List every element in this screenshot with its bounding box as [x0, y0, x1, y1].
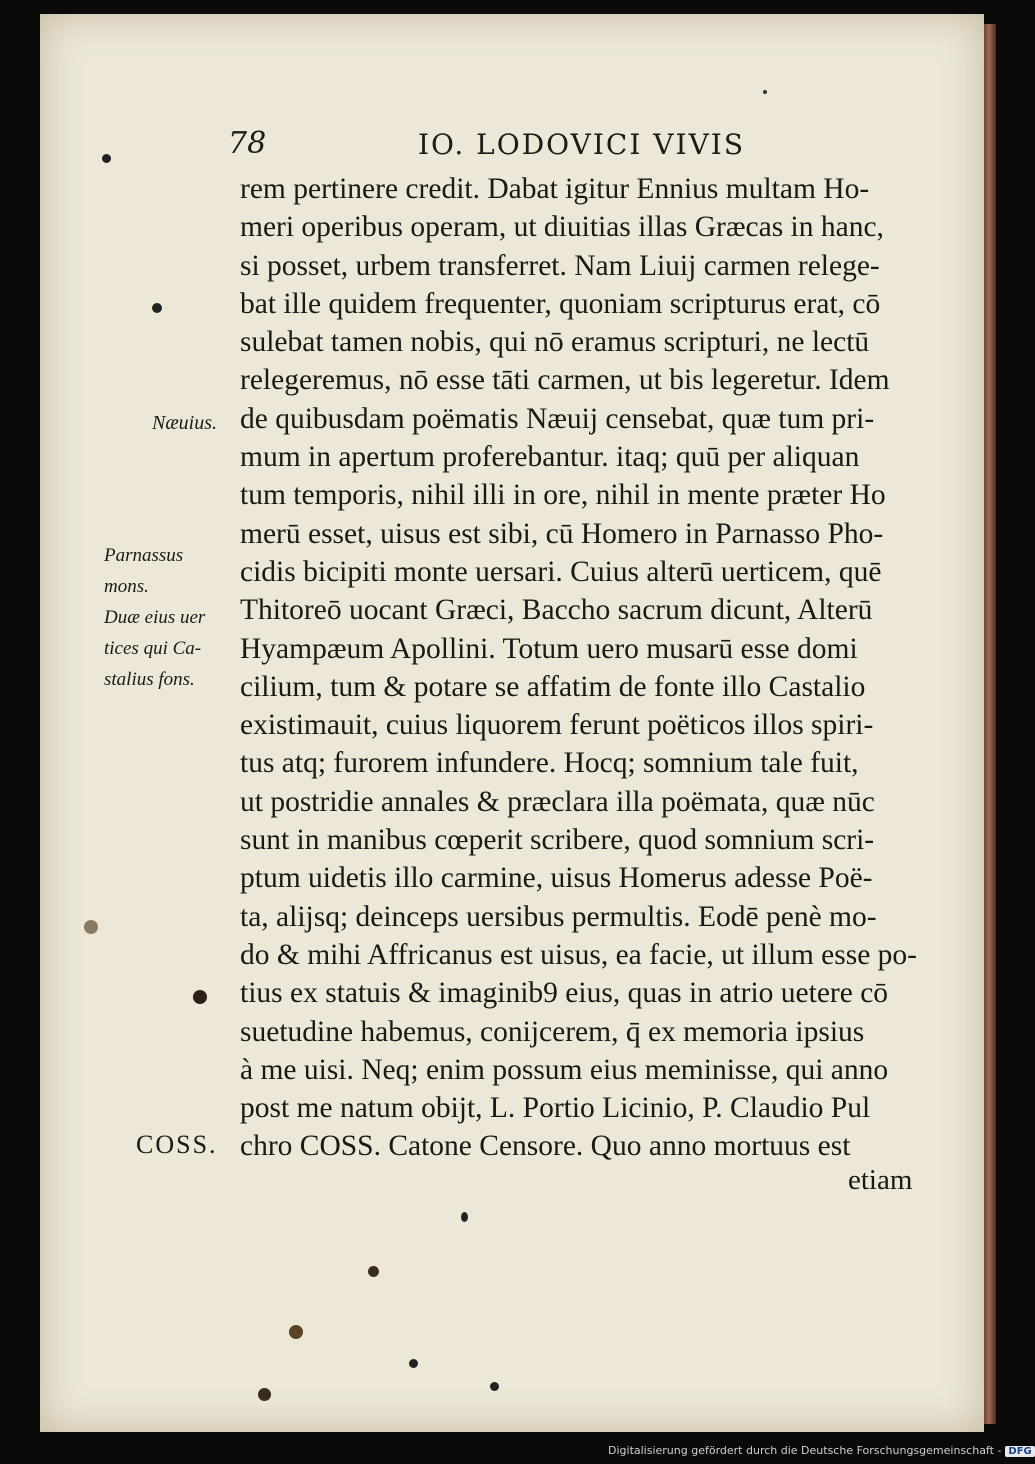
text-line: Hyampæum Apollini. Totum uero musarū esse domi — [240, 632, 858, 665]
text-line: cilium, tum & potare se affatim de fonte illo Castalio — [240, 670, 866, 703]
ink-spot — [84, 920, 98, 934]
marginal-note-naevius: Næuius. — [152, 412, 218, 434]
main-text — [240, 170, 930, 1166]
marginal-note-parnassus — [104, 540, 234, 695]
marginal-line: mons. — [104, 576, 149, 597]
text-line: ut postridie annales & præclara illa poëmata, quæ nūc — [240, 785, 875, 818]
ink-spot — [102, 154, 111, 163]
ink-spot — [461, 1212, 468, 1222]
text-line: ta, alijsq; deinceps uersibus permultis. Eodē penè mo- — [240, 900, 877, 933]
ink-spot — [409, 1359, 418, 1368]
text-line: meri operibus operam, ut diuitias illas Græcas in hanc, — [240, 211, 884, 244]
text-line: mum in apertum proferebantur. itaq; quū per aliquan — [240, 441, 860, 474]
text-line: sunt in manibus cœperit scribere, quod somnium scri- — [240, 824, 875, 857]
marginal-line: tices qui Ca- — [104, 638, 202, 659]
page-header — [228, 126, 788, 166]
text-line: ptum uidetis illo carmine, uisus Homerus adesse Poë- — [240, 862, 873, 895]
text-line: merū esset, uisus est sibi, cū Homero in Parnasso Pho- — [240, 517, 884, 550]
marginal-line: stalius fons. — [104, 669, 195, 690]
text-line: rem pertinere credit. Dabat igitur Ennius multam Ho- — [240, 173, 870, 205]
ink-spot — [258, 1388, 271, 1401]
text-line: de quibusdam poëmatis Næuij censebat, quæ tum pri- — [240, 402, 875, 435]
marginal-note-coss: COSS. — [136, 1130, 218, 1159]
folio-number: 78 — [228, 126, 267, 161]
text-line: bat ille quidem frequenter, quoniam scripturus erat, cō — [240, 287, 881, 320]
text-line: suetudine habemus, conijcerem, q̄ ex memoria ipsius — [240, 1015, 865, 1048]
ink-spot — [152, 303, 162, 313]
marginal-line: Parnassus — [104, 545, 184, 566]
credit-text: Digitalisierung gefördert durch die Deutsche Forschungsgemeinschaft - — [608, 1444, 1002, 1457]
text-line: chro COSS. Catone Censore. Quo anno mortuus est — [240, 1130, 851, 1163]
ink-spot — [490, 1382, 499, 1391]
marginal-line: Duæ eius uer — [104, 607, 206, 628]
catchword: etiam — [848, 1164, 913, 1196]
text-line: à me uisi. Neq; enim possum eius meminisse, qui anno — [240, 1053, 889, 1086]
ink-spot — [289, 1325, 303, 1339]
text-line: sulebat tamen nobis, qui nō eramus scripturi, ne lectū — [240, 326, 870, 359]
text-line: do & mihi Affricanus est uisus, ea facie, ut illum esse po- — [240, 938, 918, 971]
text-line: post me natum obijt, L. Portio Licinio, P. Claudio Pul — [240, 1092, 871, 1125]
dfg-logo: DFG — [1005, 1446, 1034, 1457]
text-line: Thitoreō uocant Græci, Baccho sacrum dicunt, Alterū — [240, 594, 873, 627]
ink-spot — [763, 90, 767, 94]
text-line: relegeremus, nō esse tāti carmen, ut bis legeretur. Idem — [240, 364, 890, 397]
text-line: tum temporis, nihil illi in ore, nihil in mente præter Ho — [240, 479, 886, 512]
text-line: cidis bicipiti monte uersari. Cuius alterū uerticem, quē — [240, 555, 882, 588]
ink-spot — [193, 990, 207, 1004]
text-line: si posset, urbem transferret. Nam Liuij carmen relege- — [240, 249, 880, 282]
text-line: tus atq; furorem infundere. Hocq; somnium tale fuit, — [240, 747, 859, 780]
digitization-credit — [608, 1444, 1035, 1457]
running-title: IO. LODOVICI VIVIS — [418, 128, 746, 161]
ink-spot — [368, 1266, 379, 1277]
text-line: existimauit, cuius liquorem ferunt poëticos illos spiri- — [240, 709, 874, 742]
text-line: tius ex statuis & imaginib9 eius, quas in atrio uetere cō — [240, 977, 889, 1010]
